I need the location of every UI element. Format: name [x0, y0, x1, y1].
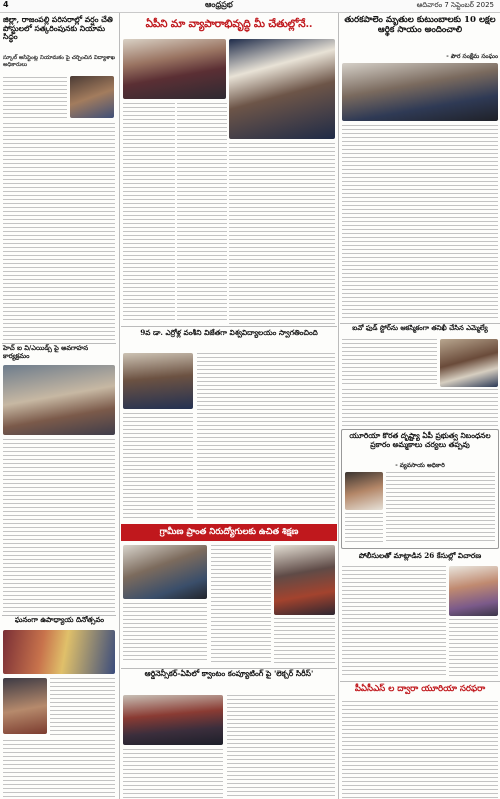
teachers-day-photo: [3, 630, 115, 674]
hiv-awareness-photo: [3, 365, 115, 435]
center-mid-headline: 9వ డా. ఎర్రోళ్ల వంశీని విజేతగా విశ్వవిద్యాలయం స్వాగతించింది: [140, 328, 318, 337]
left-story2-headline: హెచ్ ఐ వి/ఎయిడ్స్ పై అవగాహన కార్యక్రమం: [3, 344, 89, 360]
right-bottom-body: [342, 701, 498, 799]
left-story3-body-cont: [3, 740, 115, 799]
center-banner: గ్రామీణ ప్రాంత నిరుద్యోగులకు ఉచిత శిక్షణ: [121, 524, 337, 541]
family-meeting-photo: [342, 63, 498, 121]
left-story1-body: [3, 77, 67, 121]
university-event-photo: [123, 353, 193, 409]
center-divider-1: [121, 326, 337, 327]
left-column: [0, 13, 118, 799]
right-top-byline: - పౌర సంక్షేమ సంఘం: [446, 53, 498, 60]
center-banner-body-right: [274, 618, 335, 665]
left-story1-subheadline: స్కూల్ అసిస్టెంట్ల నియామకం పై చర్చించిన విద్యాశాఖ అధికారులు: [3, 55, 116, 68]
column-rule-1: [119, 13, 120, 799]
right-divider-2: [340, 681, 500, 682]
right-mid-headline: ఐవో ఫుడ్ స్టోర్‌ను ఆకస్మికంగా తనిఖీ చేసిన ఎమ్మెల్యే: [352, 324, 488, 332]
center-bottom-body-right: [227, 695, 335, 799]
center-mid-body-left: [123, 413, 193, 521]
left-story1-headline: జిల్లా, రాజంపల్లి పరిసరాల్లో వర్షం చేతి పోస్టులలో సత్కరింపునకు నియామ సిద్ధం: [3, 15, 113, 42]
mla-inspection-photo: [440, 339, 498, 387]
left-story1-body-cont: [3, 123, 115, 341]
police-officer-photo: [449, 566, 498, 616]
right-box-byline: - వ్యవసాయ అధికారి: [395, 462, 445, 469]
center-bottom-headline: ఆర్డినెన్సీకర్-ఏపిలో క్వాంటం కంప్యూటింగ్ పై 'లెక్చర్ సిరీస్': [144, 669, 314, 678]
paper-name: ఆంధ్రప్రభ: [205, 0, 233, 9]
right-column: [340, 13, 500, 799]
center-banner-body-left: [123, 603, 207, 663]
center-column: [121, 13, 337, 799]
right-box-headline: యూరియా కొరత దృష్ట్యా ఏపీ ప్రభుత్వ నిబంధనల ప్రకారం అమ్మకాలు చర్యలు తప్పవు: [349, 431, 491, 449]
masthead: [0, 0, 500, 13]
left-story2-body: [3, 439, 115, 613]
center-top-body-left: [123, 103, 175, 323]
speaker-at-podium-photo: [229, 39, 335, 139]
center-bottom-body-left: [123, 749, 223, 799]
right-box-body: [386, 472, 495, 544]
right-box-body-left: [345, 513, 383, 544]
page-number: 4: [3, 0, 9, 9]
issue-date: ఆదివారం 7 సెప్టెంబర్ 2025: [416, 1, 494, 9]
right-mid-body-cont: [342, 389, 498, 427]
column-rule-2: [338, 13, 339, 799]
right-lower-body-right: [449, 619, 498, 678]
right-top-body: [342, 125, 498, 321]
teacher-portrait-photo: [3, 678, 47, 734]
right-top-headline: తురకపాలెం మృతుల కుటుంబాలకు 10 లక్షల ఆర్థిక సాయం అందించాలి: [344, 15, 496, 35]
training-class-photo: [123, 545, 207, 599]
center-top-headline: ఏపీని మా వ్యాపారాభివృద్ధి మీ చేతుల్లోనే..: [145, 18, 313, 30]
lecture-audience-photo: [123, 695, 223, 745]
official-photo: [70, 76, 114, 118]
business-meeting-photo: [123, 39, 226, 99]
right-mid-body-left: [342, 339, 437, 387]
center-mid-body-right: [197, 353, 335, 521]
right-lower-headline: పోలీసులతో మాట్లాడిన 26 కేసుల్లో విచారణ: [358, 551, 482, 560]
center-banner-body-mid: [211, 545, 271, 665]
right-bottom-headline: పీఏసీఎస్‌ ల ద్వారా యూరియా సరఫరా: [354, 684, 486, 694]
right-box: [341, 429, 499, 549]
trainees-group-photo: [274, 545, 335, 615]
center-top-body-right: [229, 143, 335, 325]
center-top-body-mid: [177, 103, 227, 323]
agriculture-officer-photo: [345, 472, 383, 510]
left-story3-headline: ఘనంగా ఉపాధ్యాయ దినోత్సవం: [14, 615, 105, 624]
right-lower-body: [342, 566, 446, 678]
left-story3-body: [50, 678, 115, 738]
